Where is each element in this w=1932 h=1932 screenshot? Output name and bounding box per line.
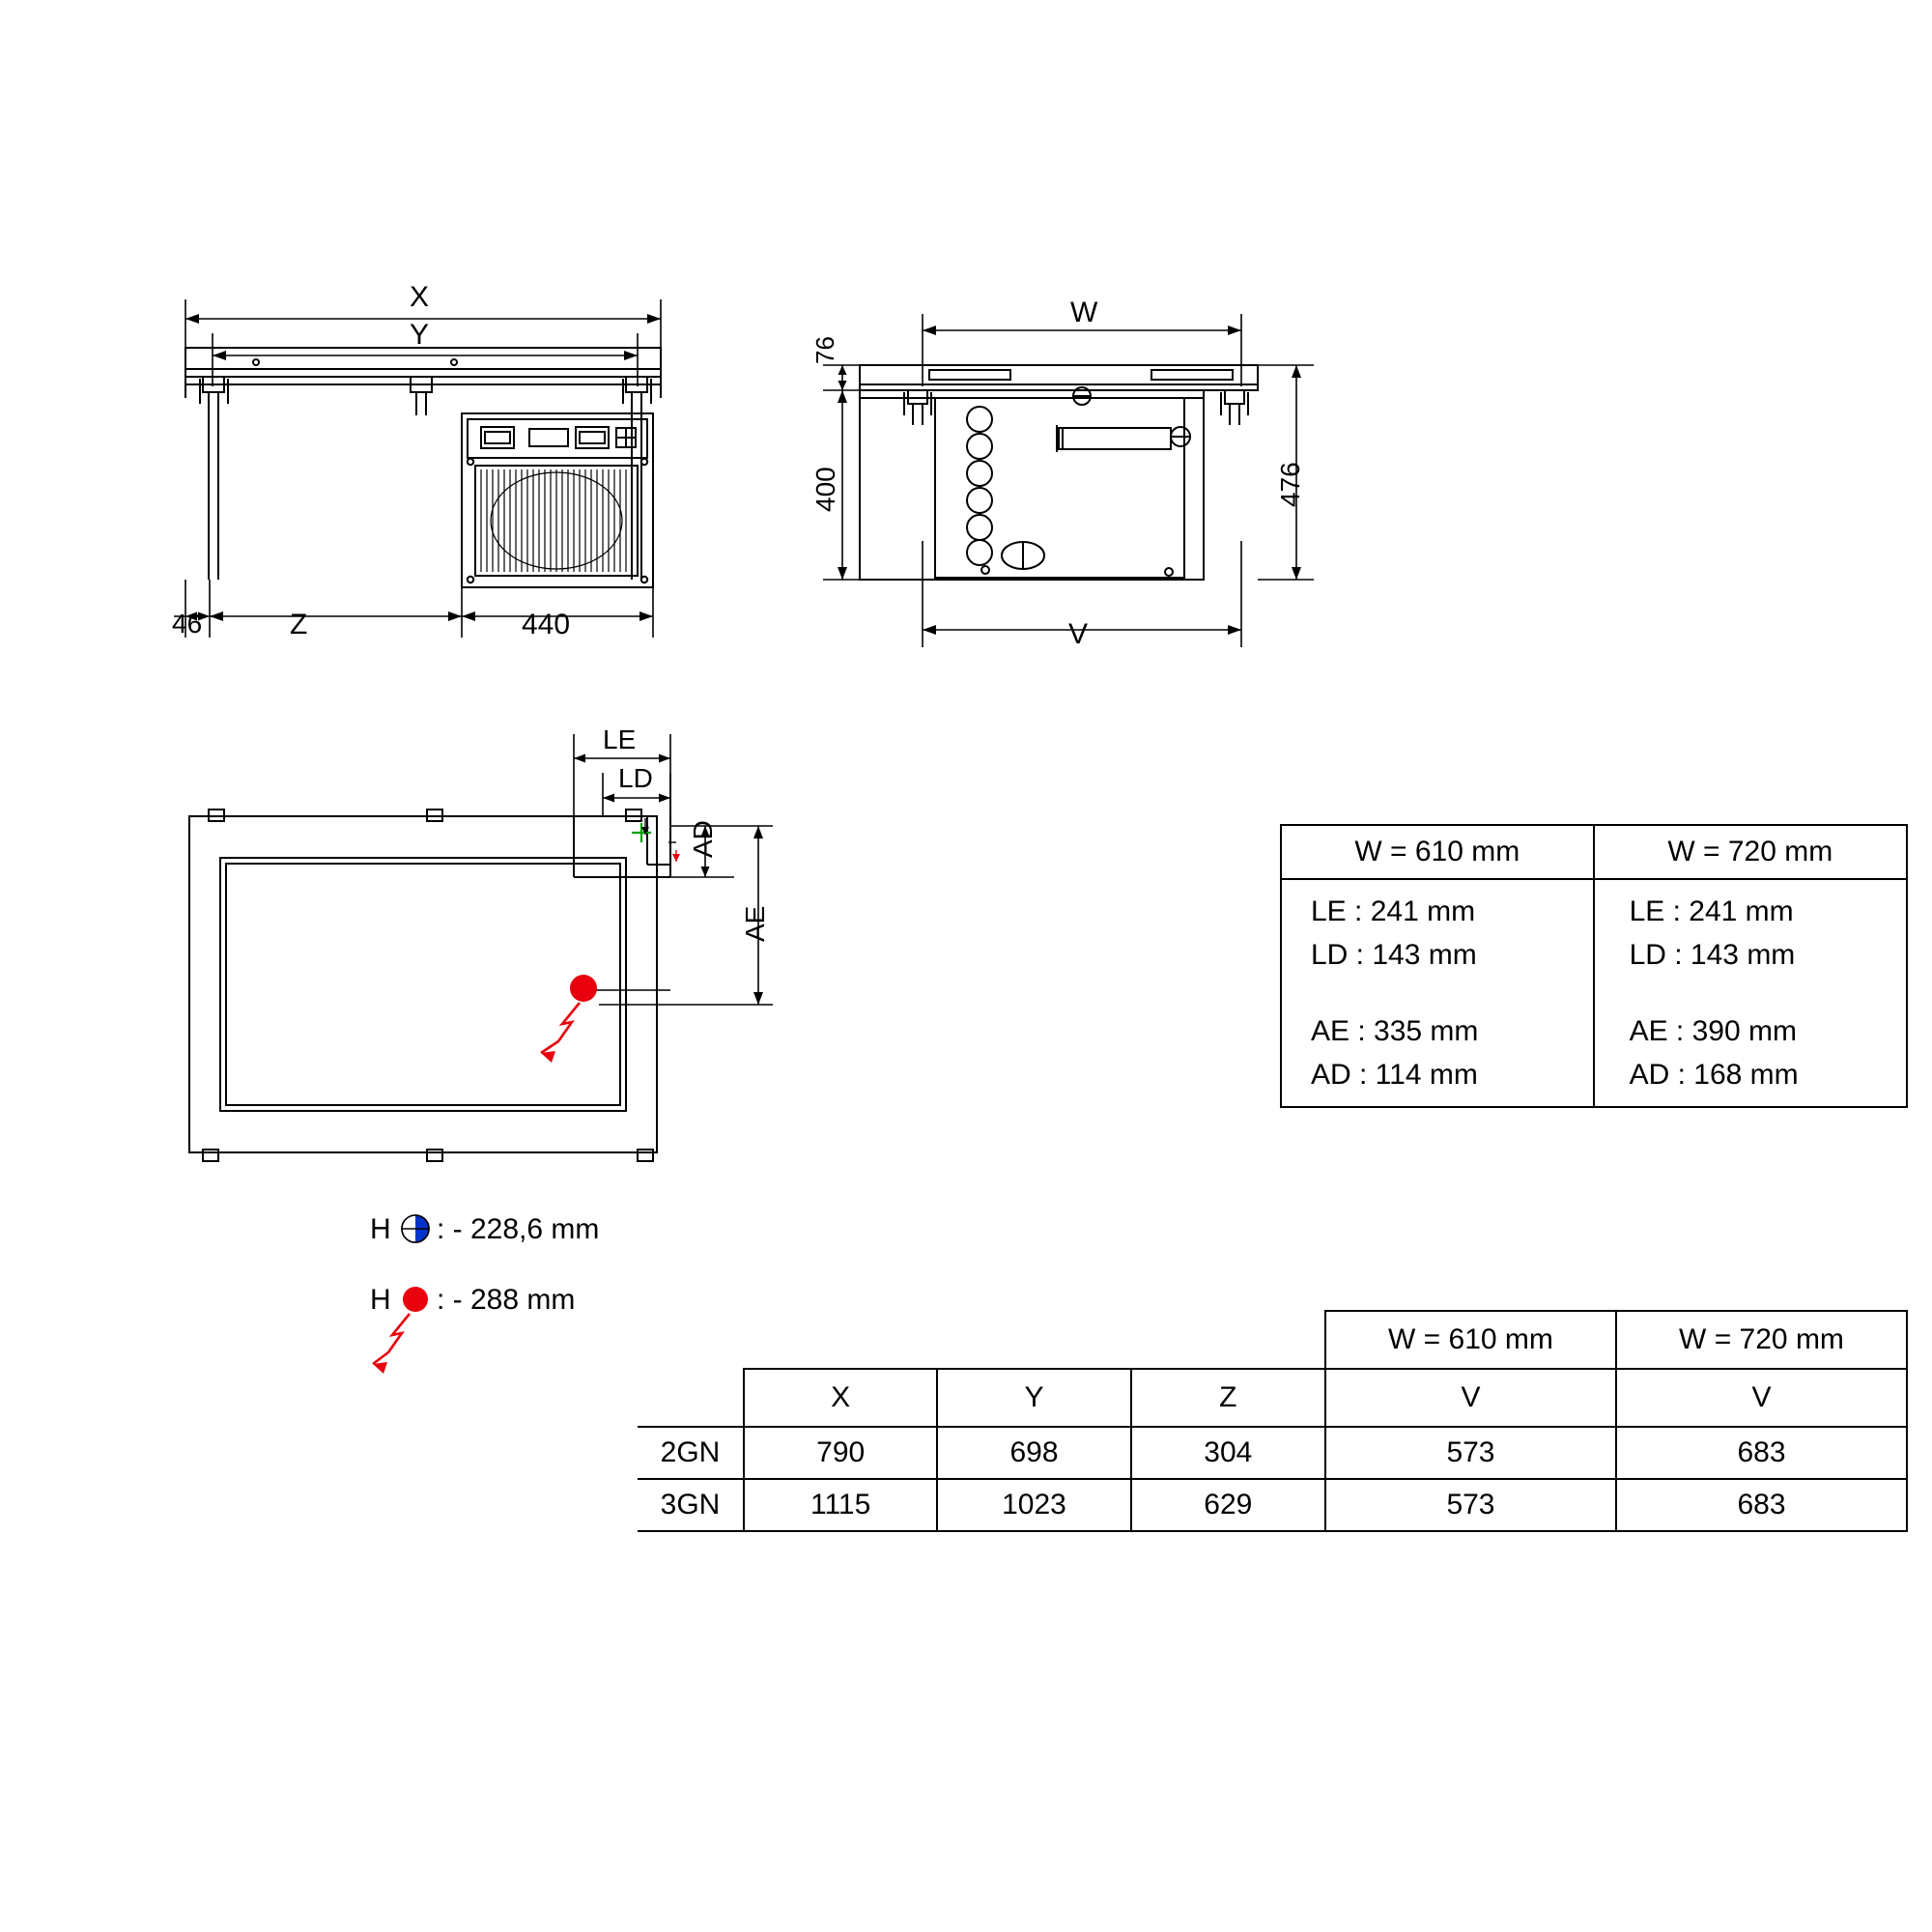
table-row (1281, 825, 1907, 879)
col-header-z: Z (1131, 1369, 1325, 1427)
w610-header: W = 610 mm (1281, 825, 1594, 879)
label-dim-476: 476 (1275, 462, 1305, 507)
cell-3gn-y: 1023 (937, 1479, 1130, 1531)
legend-water-prefix: H (370, 1213, 391, 1245)
cell-2gn-z: 304 (1131, 1427, 1325, 1479)
legend-electric-prefix: H (370, 1284, 391, 1316)
label-dim-z: Z (290, 609, 308, 640)
cell-2gn-v610: 573 (1325, 1427, 1616, 1479)
table-row (638, 1369, 1907, 1427)
model-dimension-table (638, 1310, 1908, 1532)
cell-2gn-x: 790 (744, 1427, 937, 1479)
w610-le: LE : 241 mm (1311, 895, 1476, 927)
electrical-supply-icon (570, 975, 597, 1002)
table-row (638, 1479, 1907, 1531)
label-dim-le: LE (603, 724, 637, 754)
col-header-v610: V (1325, 1369, 1616, 1427)
legend-electrical-dot-icon (403, 1287, 428, 1312)
table-row (638, 1427, 1907, 1479)
label-dim-ad: AD (688, 820, 718, 858)
cell-3gn-v610: 573 (1325, 1479, 1616, 1531)
cell-3gn-z: 629 (1131, 1479, 1325, 1531)
group-header-w720: W = 720 mm (1616, 1311, 1907, 1369)
w720-le-ld-cell (1594, 879, 1907, 1107)
legend-bolt-icon (373, 1314, 410, 1364)
w610-le-ld-cell (1281, 879, 1594, 1107)
w720-ae: AE : 390 mm (1629, 1015, 1797, 1047)
label-dim-400: 400 (810, 467, 840, 512)
side-body (860, 390, 1204, 580)
label-dim-w: W (1070, 297, 1098, 328)
col-header-y: Y (937, 1369, 1130, 1427)
plan-inner (220, 858, 626, 1111)
label-dim-76: 76 (810, 336, 839, 364)
middle-bracket (411, 377, 432, 415)
label-dim-440: 440 (522, 609, 571, 640)
electrical-bolt-icon (541, 1003, 580, 1053)
label-dim-x: X (410, 281, 430, 313)
row-label-2gn: 2GN (638, 1427, 744, 1479)
legend-electric-text: : - 288 mm (437, 1284, 576, 1316)
label-dim-ld: LD (618, 763, 653, 793)
col-header-v720: V (1616, 1369, 1907, 1427)
col-header-x: X (744, 1369, 937, 1427)
table-row (1281, 879, 1907, 1107)
legend-water-text: : - 228,6 mm (437, 1213, 600, 1245)
w610-ae: AE : 335 mm (1311, 1015, 1479, 1047)
label-dim-y: Y (410, 319, 430, 351)
cell-3gn-v720: 683 (1616, 1479, 1907, 1531)
water-drain-icon (402, 1215, 429, 1242)
cell-3gn-x: 1115 (744, 1479, 937, 1531)
compressor-housing (462, 413, 653, 587)
w720-le: LE : 241 mm (1629, 895, 1794, 927)
row-label-3gn: 3GN (638, 1479, 744, 1531)
label-dim-ae: AE (740, 905, 770, 942)
left-bracket (200, 377, 228, 580)
side-worktop (860, 365, 1258, 390)
w720-ld: LD : 143 mm (1629, 939, 1796, 971)
label-dim-v: V (1068, 618, 1089, 650)
group-header-w610: W = 610 mm (1325, 1311, 1616, 1369)
worktop-slab (185, 348, 661, 377)
cell-2gn-v720: 683 (1616, 1427, 1907, 1479)
label-dim-46: 46 (172, 609, 203, 639)
w-variant-table (1280, 824, 1908, 1108)
w610-ld: LD : 143 mm (1311, 939, 1477, 971)
w720-header: W = 720 mm (1594, 825, 1907, 879)
w720-ad: AD : 168 mm (1629, 1059, 1799, 1091)
table-row (638, 1311, 1907, 1369)
cell-2gn-y: 698 (937, 1427, 1130, 1479)
w610-ad: AD : 114 mm (1311, 1059, 1478, 1091)
